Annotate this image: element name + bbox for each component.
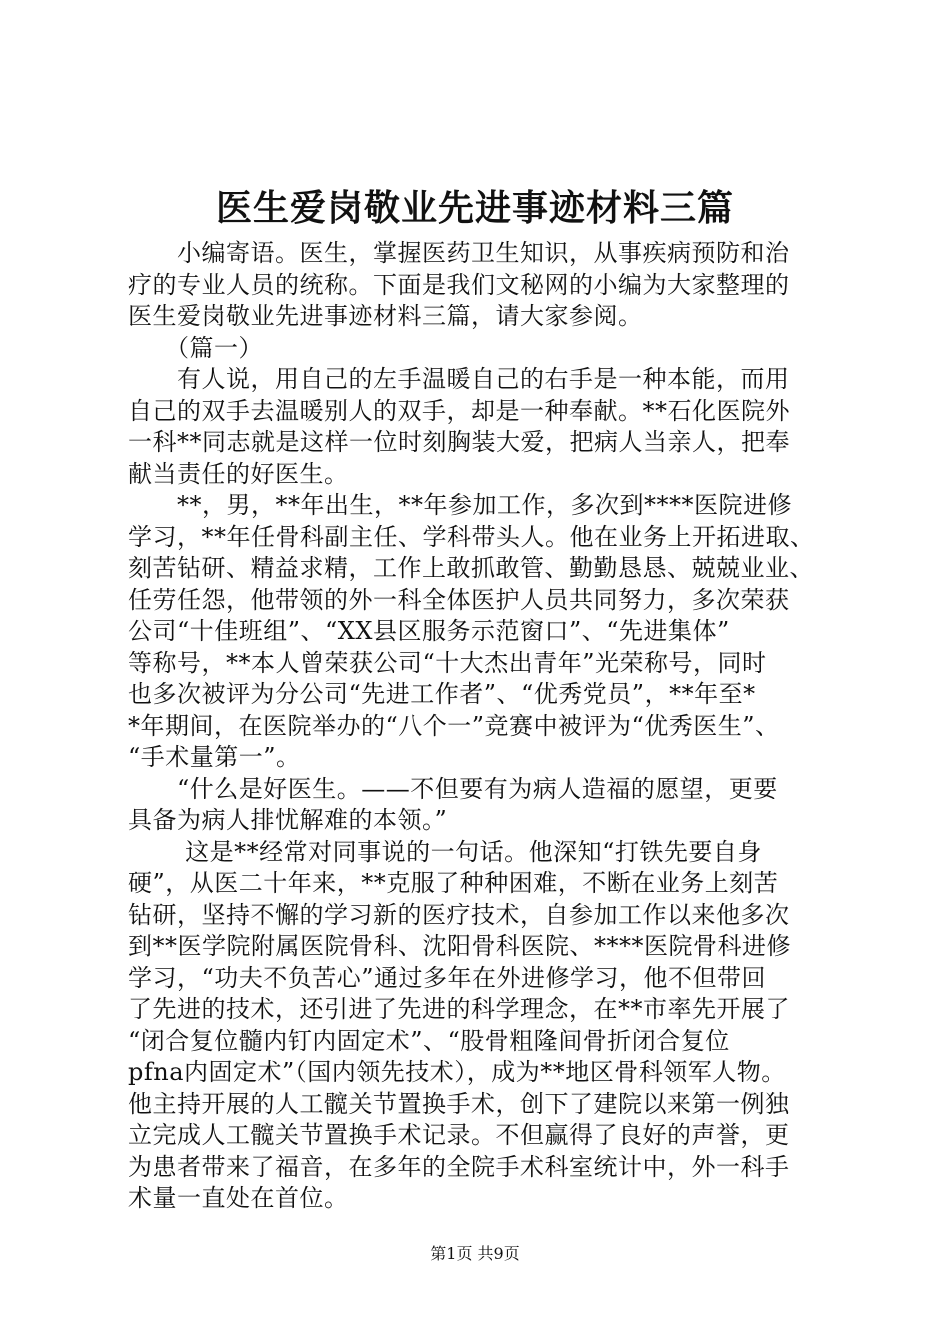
text-line: 有人说，用自己的左手温暖自己的右手是一种本能，而用 — [128, 365, 790, 393]
text-line: 献当责任的好医生。 — [128, 459, 349, 488]
text-line: 硬”，从医二十年来，**克服了种种困难，不断在业务上刻苦 — [128, 869, 779, 897]
text-line: 了先进的技术，还引进了先进的科学理念，在**市率先开展了 — [128, 995, 790, 1023]
text-line: 医生爱岗敬业先进事迹材料三篇，请大家参阅。 — [128, 302, 643, 330]
text-line: *年期间，在医院举办的“八个一”竞赛中被评为“优秀医生”、 — [128, 711, 780, 740]
text-line: pfna内固定术”（国内领先技术），成为**地区骨科领军人物。 — [128, 1058, 786, 1086]
document-body — [128, 238, 848, 1215]
text-line: 他主持开展的人工髋关节置换手术，创下了建院以来第一例独 — [128, 1089, 790, 1118]
text-line: 钻研，坚持不懈的学习新的医疗技术，自参加工作以来他多次 — [128, 900, 790, 929]
text-line: 学习，“功夫不负苦心”通过多年在外进修学习，他不但带回 — [128, 963, 767, 992]
text-line: 任劳任怨，他带领的外一科全体医护人员共同努力，多次荣获 — [128, 585, 790, 614]
page-footer: 第1页 共9页 — [430, 1244, 520, 1263]
text-line: （篇一） — [128, 333, 263, 362]
text-line: 一科**同志就是这样一位时刻胸装大爱，把病人当亲人，把奉 — [128, 428, 790, 456]
text-line: 术量一直处在首位。 — [128, 1184, 349, 1212]
text-line: 立完成人工髋关节置换手术记录。不但赢得了良好的声誉，更 — [128, 1121, 790, 1149]
text-line: 自己的双手去温暖别人的双手，却是一种奉献。**石化医院外 — [128, 396, 790, 425]
text-line: 为患者带来了福音，在多年的全院手术科室统计中，外一科手 — [128, 1152, 790, 1181]
text-line: 小编寄语。医生，掌握医药卫生知识，从事疾病预防和治 — [128, 239, 790, 267]
text-line: 具备为病人排忧解难的本领。” — [128, 806, 448, 834]
text-line: 等称号，**本人曾荣获公司“十大杰出青年”光荣称号，同时 — [128, 648, 767, 677]
text-line: “什么是好医生。——不但要有为病人造福的愿望，更要 — [128, 774, 778, 803]
text-line: 学习，**年任骨科副主任、学科带头人。他在业务上开拓进取、 — [128, 522, 815, 551]
text-line: 这是**经常对同事说的一句话。他深知“打铁先要自身 — [128, 837, 762, 866]
text-line: **，男，**年出生，**年参加工作，多次到****医院进修 — [128, 491, 792, 519]
text-line: “闭合复位髓内钉内固定术”、“股骨粗隆间骨折闭合复位 — [128, 1026, 730, 1055]
document-title: 医生爱岗敬业先进事迹材料三篇 — [215, 187, 734, 229]
text-line: 也多次被评为分公司“先进工作者”、“优秀党员”，**年至* — [128, 680, 756, 708]
text-line: 刻苦钻研、精益求精，工作上敢抓敢管、勤勤恳恳、兢兢业业、 — [128, 554, 814, 582]
text-line: 到**医学院附属医院骨科、沈阳骨科医院、****医院骨科进修 — [128, 932, 791, 960]
text-line: “手术量第一”。 — [128, 743, 301, 771]
text-line: 公司“十佳班组”、“XX县区服务示范窗口”、“先进集体” — [128, 617, 730, 645]
text-line: 疗的专业人员的统称。下面是我们文秘网的小编为大家整理的 — [128, 270, 790, 299]
